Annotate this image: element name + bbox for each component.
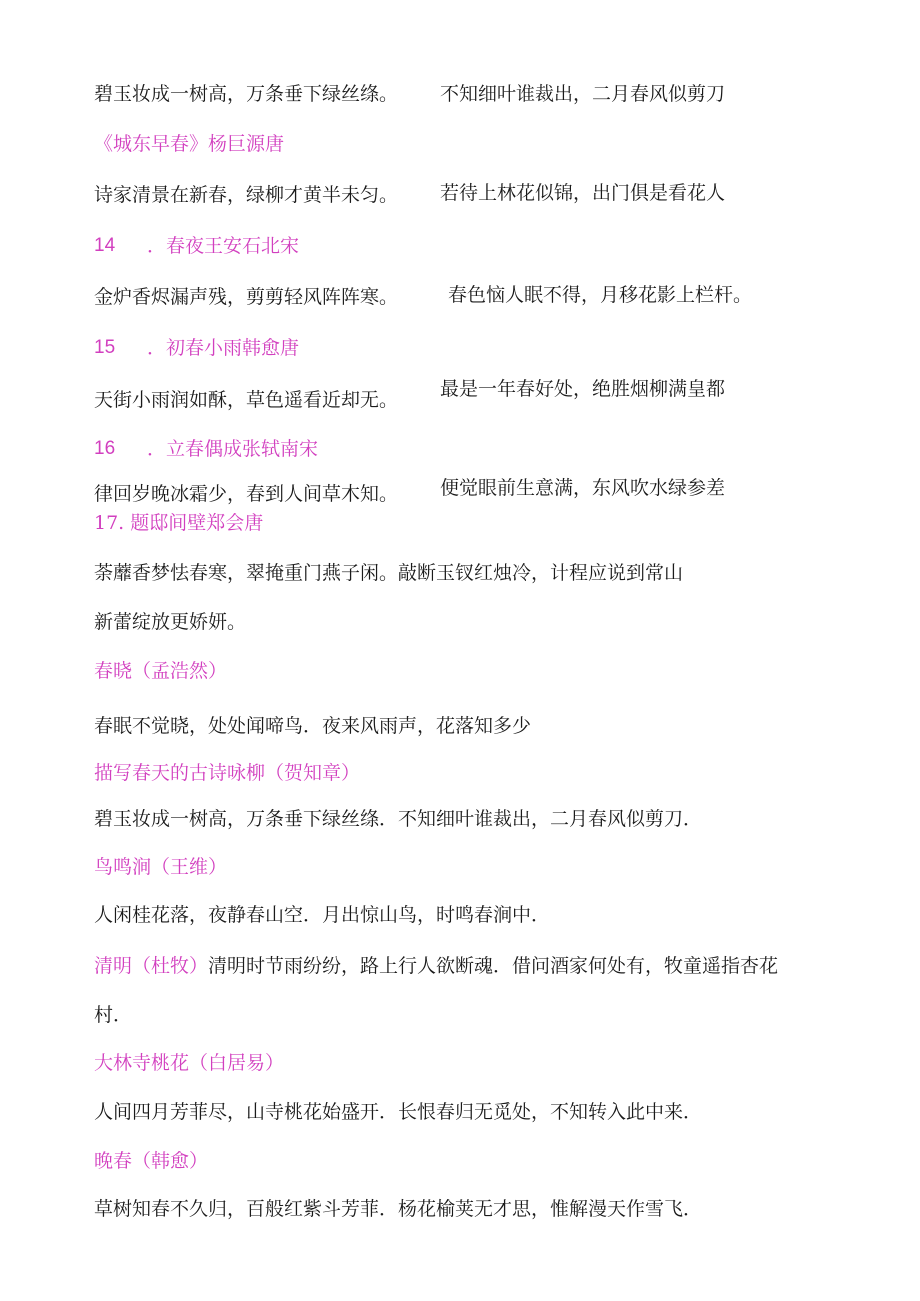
poem-text-wanchun: 草树知春不久归，百般红紫斗芳菲．杨花榆荚无才思，惟解漫天作雪飞． <box>94 1198 703 1220</box>
poem-title-chunye: ．春夜王安石北宋 <box>147 235 300 257</box>
poem-text-qingming: 清明时节雨纷纷，路上行人欲断魂．借问酒家何处有，牧童遥指杏花 <box>208 955 779 977</box>
poem-number-14: 14 <box>94 235 116 256</box>
poem-text-yongliu: 碧玉妆成一树高，万条垂下绿丝绦．不知细叶谁裁出，二月春风似剪刀． <box>94 808 703 830</box>
poem-text-qingming-continuation: 村． <box>94 1004 133 1026</box>
verse-row2-right: 若待上林花似锦，出门俱是看花人 <box>440 182 726 204</box>
poem-qingming-line <box>94 954 778 978</box>
poem17-line1: 荼蘼香梦怯春寒，翠掩重门燕子闲。敲断玉钗红烛冷，计程应说到常山 <box>94 562 684 584</box>
verse-row2-left: 诗家清景在新春，绿柳才黄半未匀。 <box>94 184 399 206</box>
verse-row5-right-clipped: 便觉眼前生意满，东风吹水绿参差 <box>440 477 726 499</box>
verse-row3-left: 金炉香烬漏声残，剪剪轻风阵阵寒。 <box>94 286 399 308</box>
verse-row4-right: 最是一年春好处，绝胜烟柳满皇都 <box>440 378 726 400</box>
poem-number-15: 15 <box>94 337 116 358</box>
poem-number-16: 16 <box>94 438 116 459</box>
verse-row3-right: 春色恼人眠不得，月移花影上栏杆。 <box>448 284 753 306</box>
poem-title-chunxiao: 春晓（孟浩然） <box>94 660 228 682</box>
poem-title-lichun-oucheng: ．立春偶成张轼南宋 <box>147 438 319 460</box>
poem17-line2: 新蕾绽放更娇妍。 <box>94 611 247 633</box>
poem-title-wanchun: 晚春（韩愈） <box>94 1150 209 1172</box>
verse-row5-left-clipped: 律回岁晚冰霜少，春到人间草木知。 <box>94 483 399 505</box>
poem-title-dalinsi-taohua: 大林寺桃花（白居易） <box>94 1052 285 1074</box>
verse-row1-left: 碧玉妆成一树高，万条垂下绿丝绦。 <box>94 83 399 105</box>
poem-title-chuchun-xiaoyu: ．初春小雨韩愈唐 <box>147 337 300 359</box>
poem-title-niaomingjian: 鸟鸣涧（王维） <box>94 856 228 878</box>
clipped-verse-row <box>0 466 920 505</box>
poem-title-chengdong-zaochun: 《城东早春》杨巨源唐 <box>94 133 285 155</box>
poem-text-chunxiao: 春眠不觉晓，处处闻啼鸟．夜来风雨声，花落知多少 <box>94 715 532 737</box>
poem-text-niaomingjian: 人闲桂花落，夜静春山空．月出惊山鸟，时鸣春涧中． <box>94 904 551 926</box>
verse-row1-right: 不知细叶谁裁出，二月春风似剪刀 <box>440 83 726 105</box>
poem-text-dalinsi-taohua: 人间四月芳菲尽，山寺桃花始盛开．长恨春归无觅处，不知转入此中来． <box>94 1101 703 1123</box>
verse-row4-left: 天街小雨润如酥，草色遥看近却无。 <box>94 389 399 411</box>
poem-title-17: 17. 题邸间壁郑会唐 <box>94 512 264 534</box>
poem-title-qingming: 清明（杜牧） <box>94 955 209 977</box>
poem-title-yongliu: 描写春天的古诗咏柳（贺知章） <box>94 762 361 784</box>
